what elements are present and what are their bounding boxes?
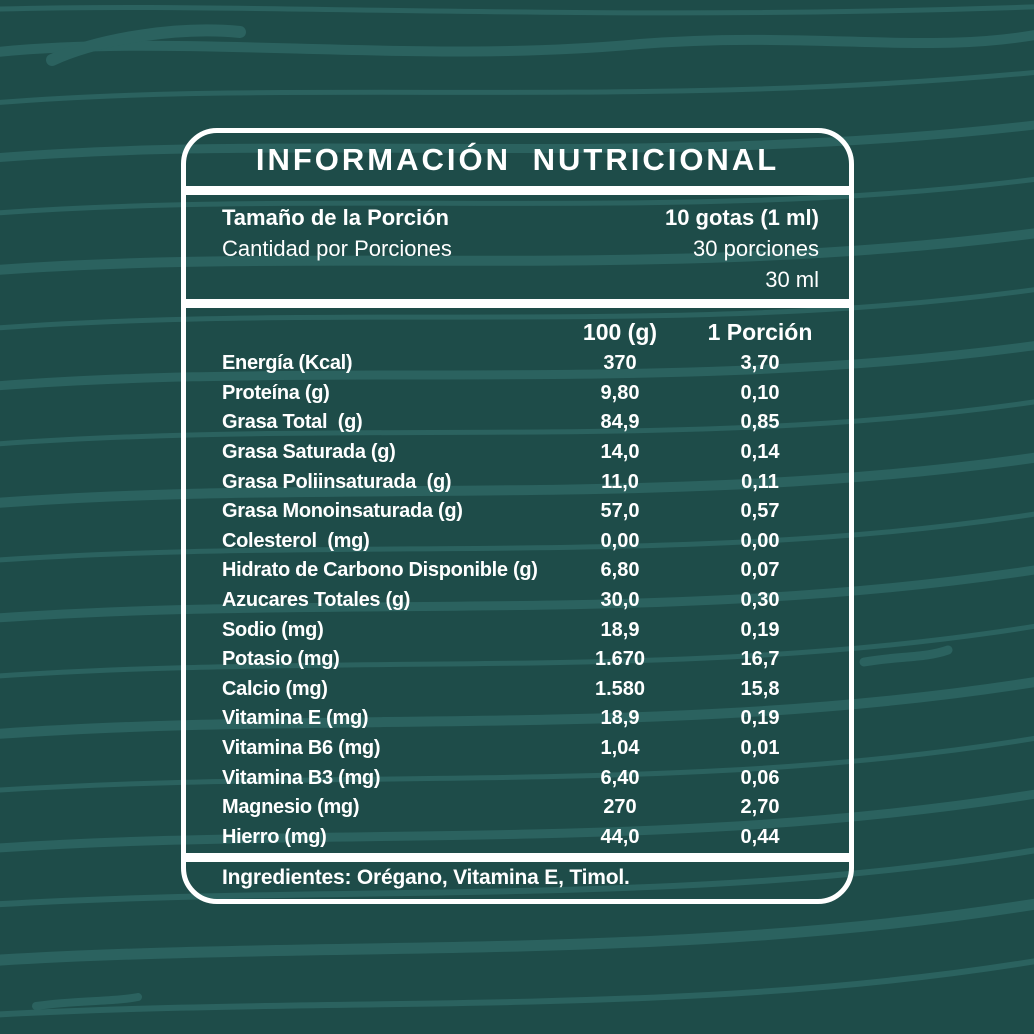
value-per-portion: 0,85 (740, 411, 780, 434)
table-body (222, 349, 835, 852)
table-row (222, 497, 835, 527)
table-row (222, 527, 835, 557)
value-per-100g: 1,04 (600, 737, 640, 760)
nutrient-label: Energía (Kcal) (222, 352, 353, 375)
table-row (222, 734, 835, 764)
value-per-100g: 9,80 (600, 381, 640, 404)
value-per-100g: 14,0 (600, 441, 640, 464)
table-row (222, 823, 835, 853)
serving-size-value: 10 gotas (1 ml) (664, 205, 819, 230)
value-per-100g: 1.670 (594, 648, 646, 671)
servings-count-value: 30 porciones (693, 236, 819, 261)
value-per-portion: 0,30 (740, 589, 780, 612)
value-per-100g: 18,9 (600, 618, 640, 641)
value-per-100g: 0,00 (600, 529, 640, 552)
value-per-portion: 0,19 (740, 618, 780, 641)
table-header-row (222, 316, 835, 349)
ingredients-text: Ingredientes: Orégano, Vitamina E, Timol. (222, 865, 630, 889)
nutrient-label: Calcio (mg) (222, 677, 328, 700)
nutrition-label (181, 128, 854, 904)
ingredients-section (186, 862, 849, 899)
value-per-100g: 84,9 (600, 411, 640, 434)
value-per-100g: 1.580 (594, 677, 646, 700)
value-per-portion: 0,10 (740, 381, 780, 404)
table-row (222, 556, 835, 586)
nutrient-label: Azucares Totales (g) (222, 589, 411, 612)
nutrient-label: Proteína (g) (222, 381, 330, 404)
label-title: INFORMACIÓN NUTRICIONAL (255, 141, 780, 177)
serving-size-label: Tamaño de la Porción (222, 205, 449, 230)
value-per-100g: 57,0 (600, 500, 640, 523)
table-row (222, 379, 835, 409)
divider (186, 299, 849, 308)
table-row (222, 438, 835, 468)
value-per-100g: 370 (603, 352, 637, 375)
serving-section (186, 195, 849, 299)
column-header-portion: 1 Porción (707, 319, 813, 345)
value-per-portion: 3,70 (740, 352, 780, 375)
table-row (222, 586, 835, 616)
value-per-100g: 18,9 (600, 707, 640, 730)
nutrient-label: Grasa Poliinsaturada (g) (222, 470, 452, 493)
value-per-portion: 0,57 (740, 500, 780, 523)
value-per-portion: 0,07 (740, 559, 780, 582)
nutrient-label: Vitamina B3 (mg) (222, 766, 381, 789)
table-row (222, 793, 835, 823)
value-per-100g: 270 (603, 796, 637, 819)
table-row (222, 408, 835, 438)
table-row (222, 675, 835, 705)
value-per-portion: 0,44 (740, 825, 780, 848)
table-row (222, 763, 835, 793)
value-per-portion: 0,19 (740, 707, 780, 730)
table-row (222, 615, 835, 645)
value-per-portion: 0,01 (740, 737, 780, 760)
divider (186, 186, 849, 195)
value-per-portion: 0,11 (741, 470, 779, 493)
nutrient-label: Sodio (mg) (222, 618, 324, 641)
label-header (186, 133, 849, 186)
value-per-portion: 16,7 (740, 648, 780, 671)
value-per-portion: 2,70 (740, 796, 780, 819)
nutrient-label: Hidrato de Carbono Disponible (g) (222, 559, 538, 582)
nutrient-label: Vitamina B6 (mg) (222, 737, 381, 760)
value-per-100g: 44,0 (600, 825, 640, 848)
value-per-portion: 0,14 (740, 441, 780, 464)
nutrient-label: Grasa Total (g) (222, 411, 363, 434)
table-row (222, 704, 835, 734)
total-volume-value: 30 ml (765, 267, 819, 292)
value-per-100g: 30,0 (600, 589, 640, 612)
nutrient-label: Magnesio (mg) (222, 796, 360, 819)
nutrient-label: Potasio (mg) (222, 648, 340, 671)
column-header-100g: 100 (g) (582, 319, 658, 345)
serving-values-column (665, 202, 819, 299)
divider (186, 853, 849, 862)
table-row (222, 467, 835, 497)
value-per-100g: 6,40 (600, 766, 640, 789)
serving-labels-column (222, 202, 452, 299)
value-per-100g: 11,0 (601, 470, 639, 493)
nutrient-label: Vitamina E (mg) (222, 707, 369, 730)
value-per-portion: 15,8 (740, 677, 780, 700)
nutrient-label: Grasa Monoinsaturada (g) (222, 500, 463, 523)
value-per-portion: 0,00 (740, 529, 780, 552)
value-per-100g: 6,80 (600, 559, 640, 582)
nutrition-table (186, 308, 849, 853)
nutrient-label: Colesterol (mg) (222, 529, 370, 552)
table-row (222, 349, 835, 379)
nutrient-label: Grasa Saturada (g) (222, 441, 396, 464)
table-row (222, 645, 835, 675)
value-per-portion: 0,06 (740, 766, 780, 789)
servings-count-label: Cantidad por Porciones (222, 236, 452, 261)
nutrient-label: Hierro (mg) (222, 825, 327, 848)
